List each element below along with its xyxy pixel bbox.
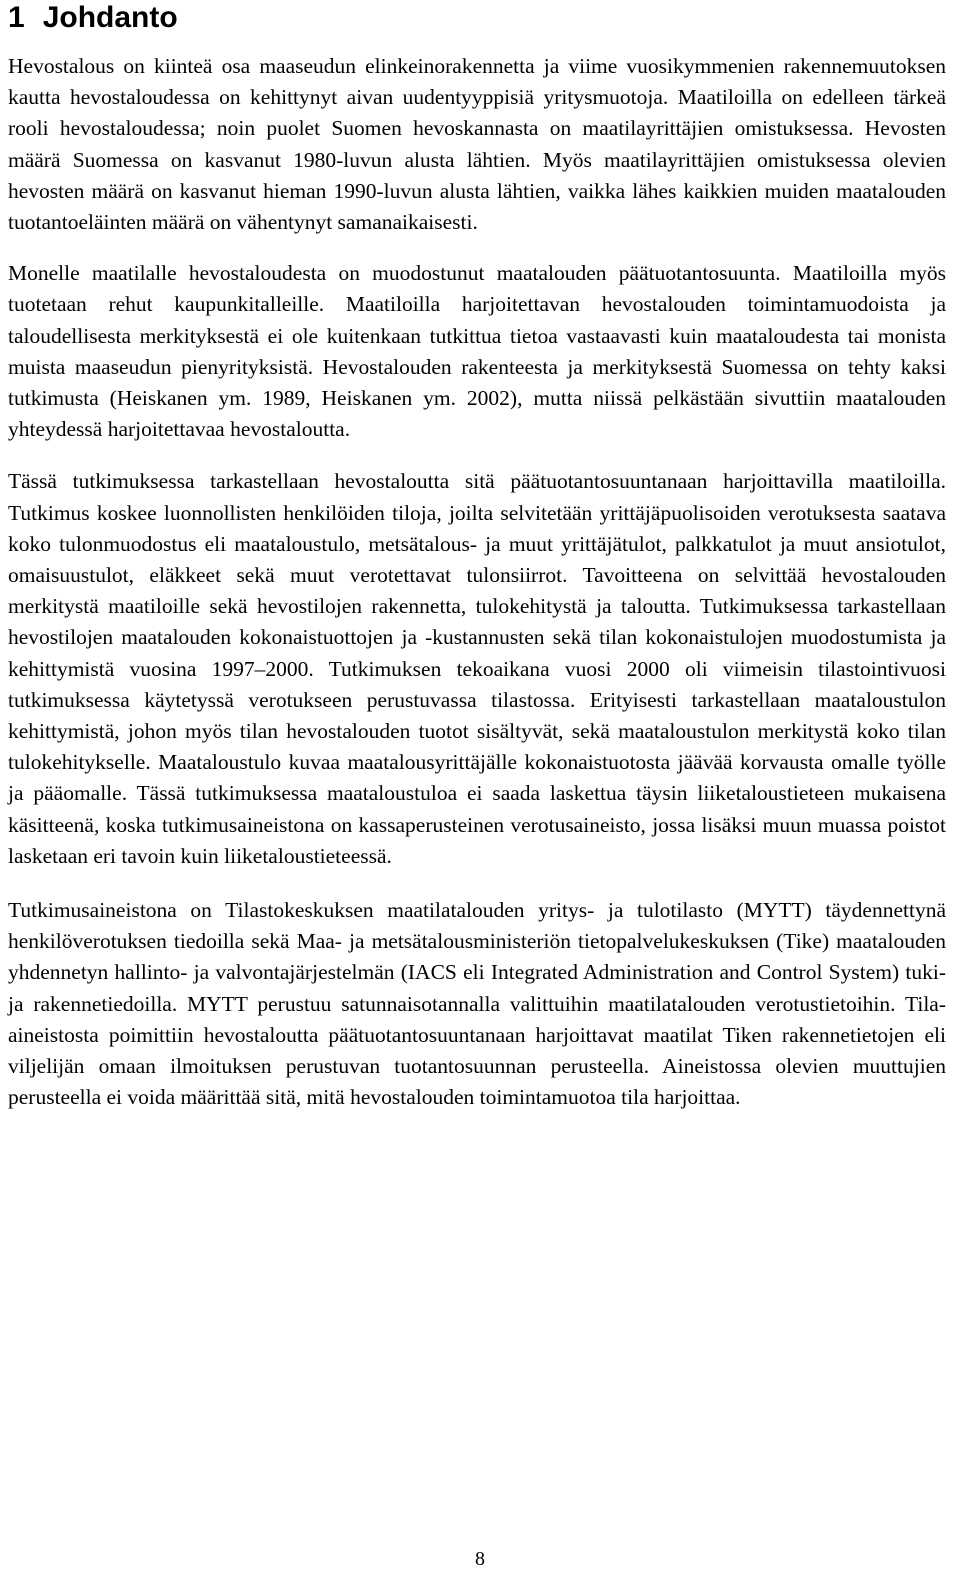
document-page	[8, 0, 946, 1114]
chapter-number: 1	[8, 1, 25, 34]
page-number: 8	[475, 1548, 485, 1570]
body-paragraph: Hevostalous on kiinteä osa maaseudun elinkeinorakennetta ja viime vuosikymmenien rakennemuutoksen kautta hevostaloudessa on kehittynyt aivan uudentyyppisiä yritysmuotoja. Maatiloilla on edelleen tärkeä rooli hevostaloudessa; noin puolet Suomen hevoskannasta on maatilayrittäjien omistuksessa. Hevosten määrä Suomessa on kasvanut 1980-luvun alusta lähtien. Myös maatilayrittäjien omistuksessa olevien hevosten määrä on kasvanut hieman 1990-luvun alusta lähtien, vaikka lähes kaikkien muiden maatalouden tuotantoeläinten määrä on vähentynyt samanaikaisesti.	[8, 54, 946, 235]
chapter-title: Johdanto	[42, 1, 178, 34]
body-paragraph: Tässä tutkimuksessa tarkastellaan hevostaloutta sitä päätuotantosuuntanaan harjoittavilla maatiloilla. Tutkimus koskee luonnollisten henkilöiden tiloja, joilta selvitetään yrittäjäpuolisoiden verotuksesta saatava koko tulonmuodostus eli maataloustulo, metsätalous- ja muut yrittäjätulot, palkkatulot ja muut ansiotulot, omaisuustulot, eläkkeet sekä muut verotettavat tulonsiirrot. Tavoitteena on selvittää hevostalouden merkitystä maatiloille sekä hevostilojen rakennetta, tulokehitystä ja taloutta. Tutkimuksessa tarkastellaan hevostilojen maatalouden kokonaistuottojen ja -kustannusten sekä tilan kokonaistulojen muodostumista ja kehittymistä vuosina 1997–2000. Tutkimuksen tekoaikana vuosi 2000 oli viimeisin tilastointivuosi tutkimuksessa käytetyssä verotukseen perustuvassa tilastossa. Erityisesti tarkastellaan maataloustulon kehittymistä, johon myös tilan hevostalouden tuotot sisältyvät, sekä maataloustulon merkitystä koko tilan tulokehitykselle. Maataloustulo kuvaa maatalousyrittäjälle kokonaistuotosta jäävää korvausta omalle työlle ja pääomalle. Tässä tutkimuksessa maataloustuloa ei saada laskettua täysin liiketaloustieteen mukaisena käsitteenä, koska tutkimusaineistona on kassaperusteinen verotusaineisto, jossa lisäksi muun muassa poistot lasketaan eri tavoin kuin liiketaloustieteessä.	[8, 469, 946, 868]
body-paragraph: Tutkimusaineistona on Tilastokeskuksen maatilatalouden yritys- ja tulotilasto (MYTT) täydennettynä henkilöverotuksen tiedoilla sekä Maa- ja metsätalousministeriön tietopalvelukeskuksen (Tike) maatalouden yhdennetyn hallinto- ja valvontajärjestelmän (IACS eli Integrated Administration and Control System) tuki- ja rakennetiedoilla. MYTT perustuu satunnaisotannalla valittuihin maatilatalouden verotustietoihin. Tila-aineistosta poimittiin hevostaloutta päätuotantosuuntanaan harjoittavat maatilat Tiken rakennetietojen eli viljelijän omaan ilmoituksen perustuvan tuotantosuunnan perusteella. Aineistossa olevien muuttujien perusteella ei voida määrittää sitä, mitä hevostalouden toimintamuotoa tila harjoittaa.	[8, 898, 946, 1110]
body-paragraph: Monelle maatilalle hevostaloudesta on muodostunut maatalouden päätuotantosuunta. Maatiloilla myös tuotetaan rehut kaupunkitalleille. Maatiloilla harjoitettavan hevostalouden toimintamuodoista ja taloudellisesta merkityksestä ei ole kuitenkaan tutkittua tietoa vastaavasti kuin maataloudesta tai monista muista maaseudun pienyrityksistä. Hevostalouden rakenteesta ja merkityksestä Suomessa on tehty kaksi tutkimusta (Heiskanen ym. 1989, Heiskanen ym. 2002), mutta niissä pelkästään sivuttiin maatalouden yhteydessä harjoitettavaa hevostaloutta.	[8, 261, 946, 442]
chapter-heading	[8, 0, 946, 36]
